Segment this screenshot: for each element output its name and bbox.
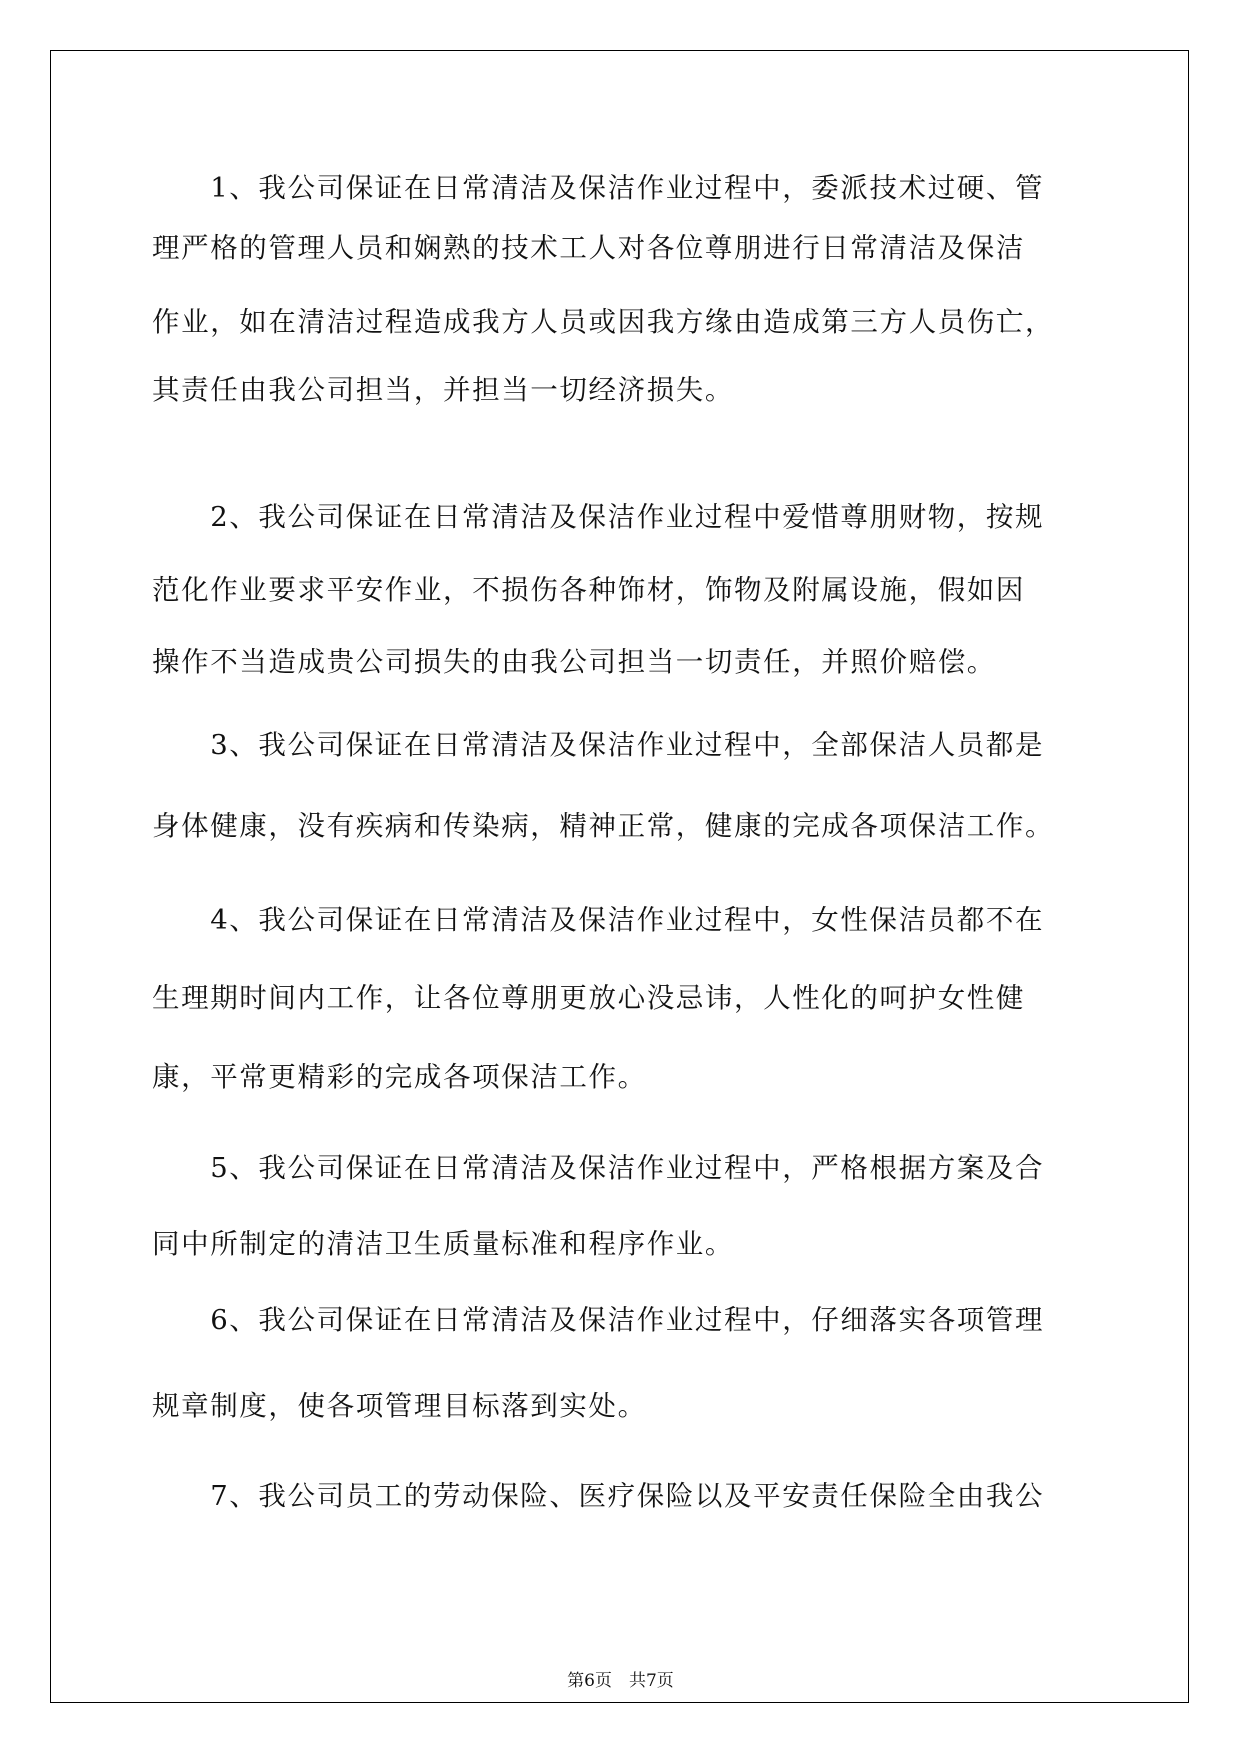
text-line: 4、我公司保证在日常清洁及保洁作业过程中，女性保洁员都不在 (152, 904, 1045, 936)
text-line: 1、我公司保证在日常清洁及保洁作业过程中，委派技术过硬、管 (152, 172, 1045, 204)
text-line: 其责任由我公司担当，并担当一切经济损失。 (152, 374, 734, 406)
text-line: 3、我公司保证在日常清洁及保洁作业过程中，全部保洁人员都是 (152, 729, 1045, 761)
text-line: 理严格的管理人员和娴熟的技术工人对各位尊朋进行日常清洁及保洁 (152, 232, 1025, 264)
page-number: 第6页 共7页 (567, 1671, 674, 1691)
text-line: 2、我公司保证在日常清洁及保洁作业过程中爱惜尊朋财物，按规 (152, 501, 1045, 533)
text-line: 身体健康，没有疾病和传染病，精神正常，健康的完成各项保洁工作。 (152, 810, 1055, 842)
text-line: 6、我公司保证在日常清洁及保洁作业过程中，仔细落实各项管理 (152, 1304, 1045, 1336)
text-line: 5、我公司保证在日常清洁及保洁作业过程中，严格根据方案及合 (152, 1152, 1045, 1184)
text-line: 范化作业要求平安作业，不损伤各种饰材，饰物及附属设施，假如因 (152, 574, 1025, 606)
text-line: 作业，如在清洁过程造成我方人员或因我方缘由造成第三方人员伤亡， (152, 306, 1055, 338)
text-line: 操作不当造成贵公司损失的由我公司担当一切责任，并照价赔偿。 (152, 646, 996, 678)
text-line: 康，平常更精彩的完成各项保洁工作。 (152, 1061, 647, 1093)
text-line: 生理期时间内工作，让各位尊朋更放心没忌讳，人性化的呵护女性健 (152, 982, 1025, 1014)
text-line: 7、我公司员工的劳动保险、医疗保险以及平安责任保险全由我公 (152, 1480, 1045, 1512)
text-line: 规章制度，使各项管理目标落到实处。 (152, 1390, 647, 1422)
text-line: 同中所制定的清洁卫生质量标准和程序作业。 (152, 1228, 734, 1260)
